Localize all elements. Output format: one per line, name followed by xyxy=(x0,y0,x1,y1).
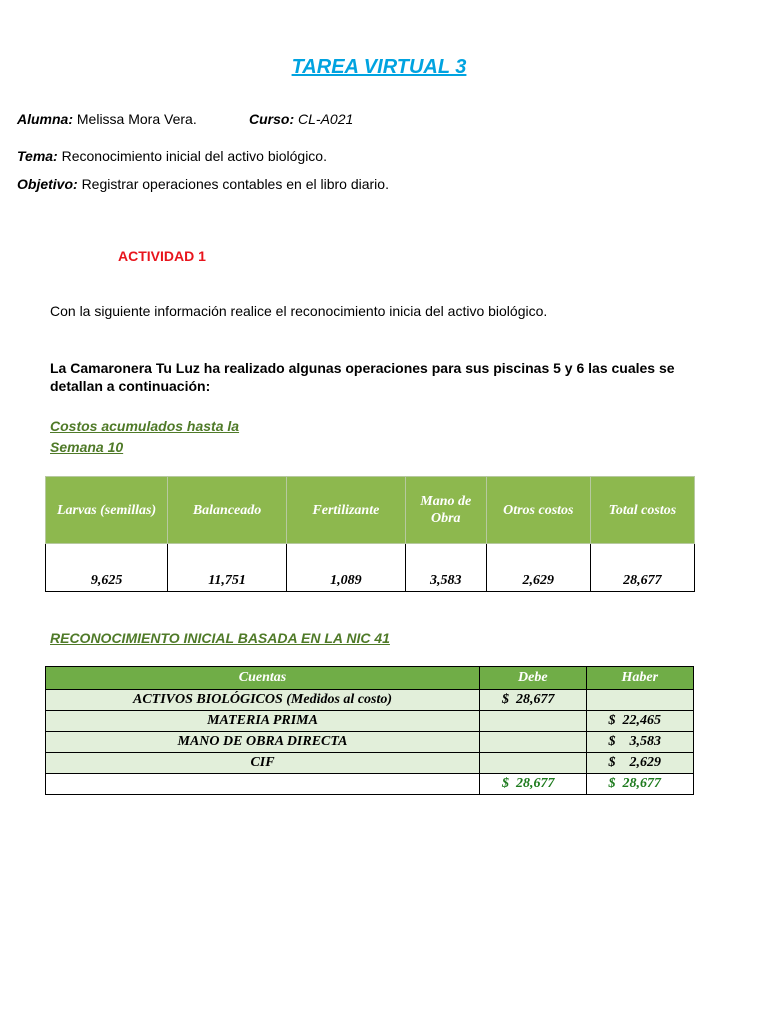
journal-row xyxy=(46,732,694,753)
activity-heading: ACTIVIDAD 1 xyxy=(118,248,206,264)
journal-credit xyxy=(586,690,693,711)
currency-symbol: $ xyxy=(502,692,510,707)
journal-row xyxy=(46,711,694,732)
course-value: CL-A021 xyxy=(298,111,354,127)
page-title: TAREA VIRTUAL 3 xyxy=(291,56,467,78)
costs-value-cell: 9,625 xyxy=(46,544,168,592)
journal-account: CIF xyxy=(46,753,480,774)
journal-account: MATERIA PRIMA xyxy=(46,711,480,732)
journal-account: MANO DE OBRA DIRECTA xyxy=(46,732,480,753)
course-label: Curso: xyxy=(249,111,295,127)
currency-symbol: $ xyxy=(608,734,616,749)
topic-value: Reconocimiento inicial del activo biológico. xyxy=(61,148,327,164)
topic-line xyxy=(17,148,327,164)
costs-header-cell: Larvas (semillas) xyxy=(46,477,168,544)
objective-value: Registrar operaciones contables en el libro diario. xyxy=(81,176,389,192)
costs-header-cell: Balanceado xyxy=(168,477,287,544)
statement-text: La Camaronera Tu Luz ha realizado algunas operaciones para sus piscinas 5 y 6 las cuales se detallan a continuación: xyxy=(50,360,675,394)
costs-header-cell: Total costos xyxy=(590,477,694,544)
journal-table xyxy=(45,666,694,795)
credit-amount: 22,465 xyxy=(622,713,662,728)
journal-credit xyxy=(586,732,693,753)
journal-row xyxy=(46,690,694,711)
journal-credit xyxy=(586,753,693,774)
costs-header-cell: Mano de Obra xyxy=(405,477,486,544)
recognition-heading: RECONOCIMIENTO INICIAL BASADA EN LA NIC 41 xyxy=(50,630,390,646)
credit-amount: 3,583 xyxy=(629,734,662,749)
journal-header-cell: Debe xyxy=(480,667,586,690)
costs-heading-line2: Semana 10 xyxy=(50,439,124,455)
currency-symbol: $ xyxy=(608,713,616,728)
costs-heading-line1: Costos acumulados hasta la xyxy=(50,418,240,434)
journal-header-row xyxy=(46,667,694,690)
costs-header-cell: Otros costos xyxy=(486,477,590,544)
currency-symbol: $ xyxy=(608,776,616,791)
journal-row xyxy=(46,753,694,774)
costs-value-cell: 1,089 xyxy=(286,544,405,592)
intro-text: Con la siguiente información realice el reconocimiento inicia del activo biológico. xyxy=(50,303,548,319)
costs-header-cell: Fertilizante xyxy=(286,477,405,544)
costs-table xyxy=(45,476,695,592)
student-suffix: . xyxy=(192,111,197,127)
currency-symbol: $ xyxy=(608,755,616,770)
topic-label: Tema: xyxy=(17,148,58,164)
total-debit-amount: 28,677 xyxy=(516,776,555,791)
student-label: Alumna: xyxy=(17,111,73,127)
costs-value-cell: 2,629 xyxy=(486,544,590,592)
objective-line xyxy=(17,176,389,192)
journal-header-cell: Cuentas xyxy=(46,667,480,690)
journal-header-cell: Haber xyxy=(586,667,693,690)
objective-label: Objetivo: xyxy=(17,176,78,192)
journal-debit xyxy=(480,732,586,753)
credit-amount: 2,629 xyxy=(629,755,662,770)
journal-total-label xyxy=(46,774,480,795)
course-line xyxy=(249,111,353,127)
costs-header-row xyxy=(46,477,695,544)
costs-value-cell: 3,583 xyxy=(405,544,486,592)
journal-total-credit xyxy=(586,774,693,795)
journal-credit xyxy=(586,711,693,732)
costs-heading xyxy=(50,416,239,458)
costs-value-cell: 28,677 xyxy=(590,544,694,592)
journal-total-row xyxy=(46,774,694,795)
student-line xyxy=(17,111,197,127)
student-name: Melissa Mora Vera xyxy=(76,111,193,127)
journal-debit xyxy=(480,690,586,711)
journal-debit xyxy=(480,711,586,732)
currency-symbol: $ xyxy=(502,776,510,791)
journal-debit xyxy=(480,753,586,774)
total-credit-amount: 28,677 xyxy=(622,776,662,791)
costs-value-cell: 11,751 xyxy=(168,544,287,592)
costs-value-row xyxy=(46,544,695,592)
journal-account: ACTIVOS BIOLÓGICOS (Medidos al costo) xyxy=(46,690,480,711)
journal-total-debit xyxy=(480,774,586,795)
debit-amount: 28,677 xyxy=(516,692,555,707)
